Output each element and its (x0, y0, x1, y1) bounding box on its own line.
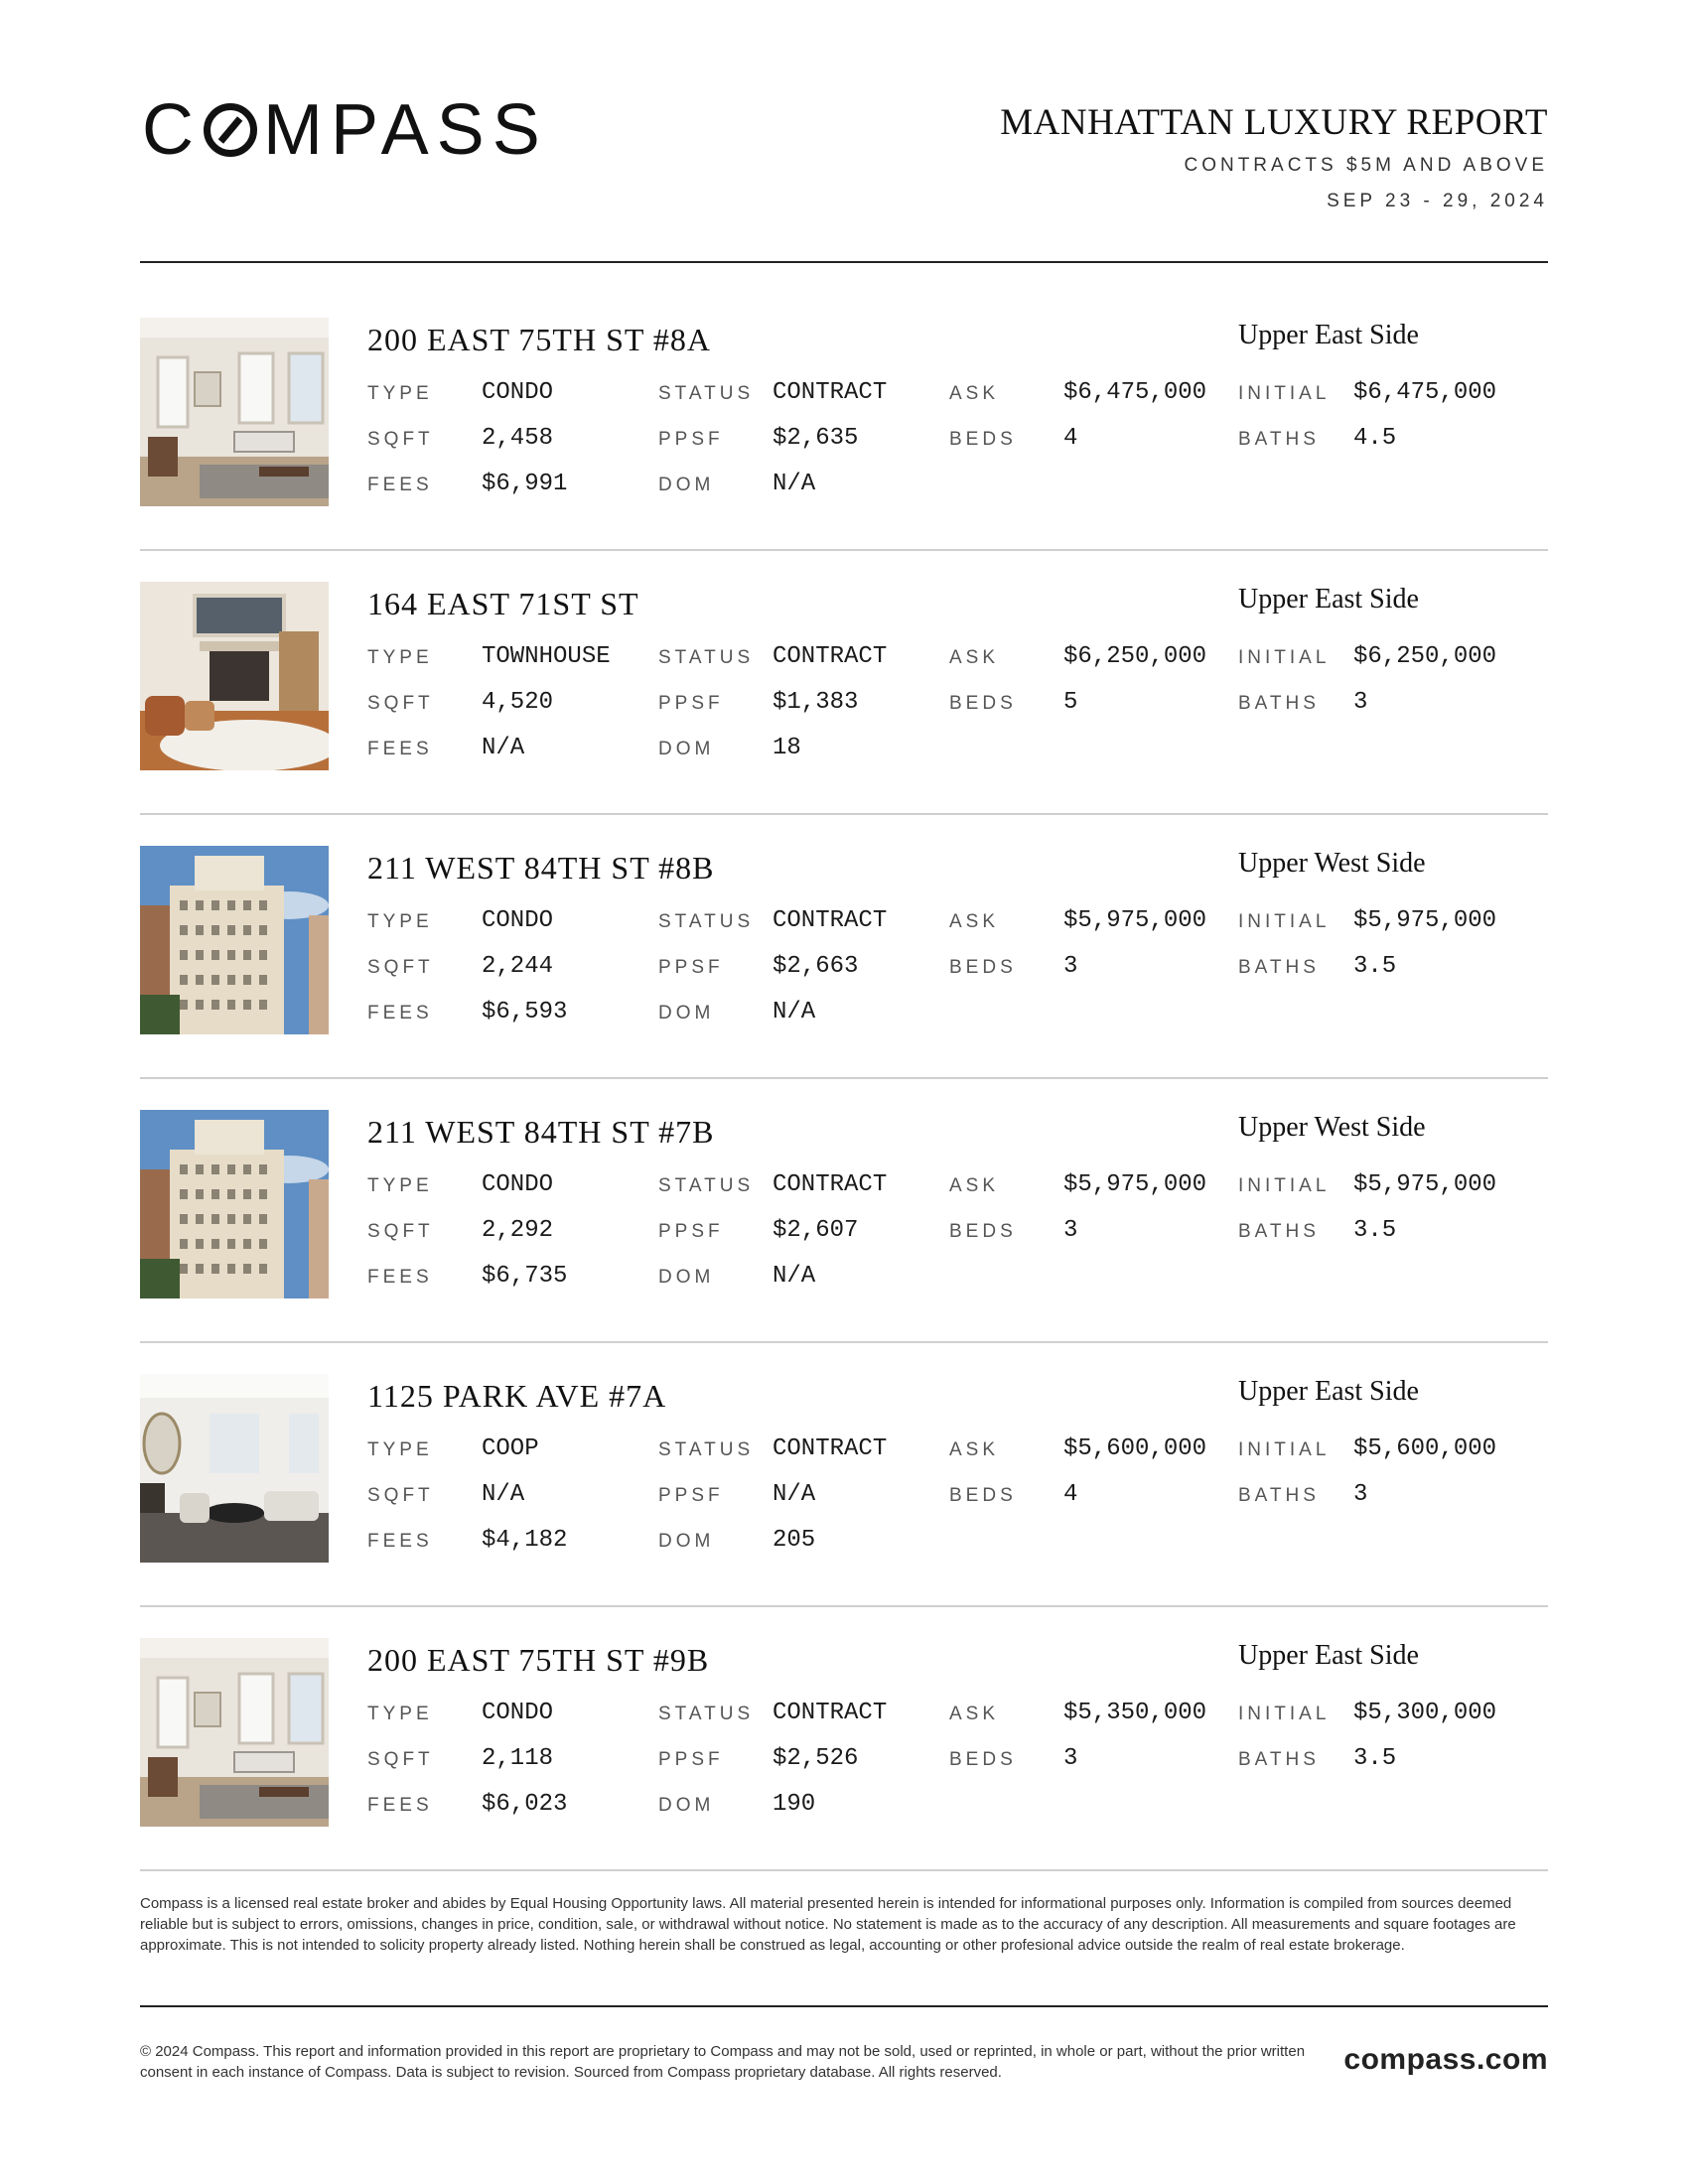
type-label: TYPE (367, 911, 433, 932)
initial-value: $5,975,000 (1353, 907, 1497, 934)
baths-label: BATHS (1238, 429, 1320, 450)
baths-label: BATHS (1238, 957, 1320, 978)
ppsf-label: PPSF (658, 693, 724, 714)
ask-label: ASK (949, 1704, 1000, 1724)
ask-label: ASK (949, 1439, 1000, 1460)
footer-divider (140, 2005, 1548, 2007)
baths-value: 3 (1353, 689, 1368, 716)
sqft-value: 2,292 (482, 1217, 554, 1244)
type-label: TYPE (367, 1704, 433, 1724)
listing-row[interactable] (140, 318, 1548, 581)
property-photo[interactable] (140, 1374, 329, 1563)
disclaimer: Compass is a licensed real estate broker and abides by Equal Housing Opportunity laws. All material presented herein is intended for informational purposes only. Information is compiled from sources deemed reliable but is subject to errors, omissions, changes in price, condition, sale, or withdrawal without notice. No statement is made as to the accuracy of any description. All measurements and square footages are approximate. This is not intended to solicity property already listed. Nothing herein shall be construed as legal, accounting or other profesional advice outside the realm of real estate brokerage. (140, 1895, 1516, 1954)
report-title: MANHATTAN LUXURY REPORT (1000, 102, 1548, 143)
property-photo[interactable] (140, 1638, 329, 1827)
listing-row[interactable] (140, 846, 1548, 1109)
sqft-value: N/A (482, 1481, 525, 1508)
neighborhood: Upper West Side (1238, 848, 1426, 879)
sqft-label: SQFT (367, 1221, 434, 1242)
sqft-label: SQFT (367, 957, 434, 978)
sqft-label: SQFT (367, 693, 434, 714)
type-label: TYPE (367, 647, 433, 668)
sqft-value: 2,244 (482, 953, 554, 980)
property-photo[interactable] (140, 846, 329, 1034)
status-value: CONTRACT (773, 1171, 888, 1198)
property-photo[interactable] (140, 318, 329, 506)
fees-label: FEES (367, 1003, 433, 1024)
fees-label: FEES (367, 1267, 433, 1288)
ask-value: $5,350,000 (1063, 1700, 1207, 1726)
initial-value: $5,300,000 (1353, 1700, 1497, 1726)
ppsf-value: $2,526 (773, 1745, 859, 1772)
type-value: CONDO (482, 379, 554, 406)
ppsf-label: PPSF (658, 429, 724, 450)
type-value: CONDO (482, 1171, 554, 1198)
type-value: TOWNHOUSE (482, 643, 611, 670)
beds-value: 3 (1063, 1217, 1078, 1244)
fees-value: $6,593 (482, 999, 568, 1025)
beds-label: BEDS (949, 693, 1017, 714)
status-label: STATUS (658, 1439, 755, 1460)
report-subtitle: CONTRACTS $5M AND ABOVE (1184, 155, 1548, 176)
dom-value: N/A (773, 471, 816, 497)
baths-value: 3.5 (1353, 1745, 1397, 1772)
ppsf-label: PPSF (658, 1485, 724, 1506)
beds-value: 4 (1063, 425, 1078, 452)
initial-value: $6,475,000 (1353, 379, 1497, 406)
compass-logo: C MPASS (142, 90, 548, 170)
baths-label: BATHS (1238, 1485, 1320, 1506)
status-label: STATUS (658, 647, 755, 668)
baths-value: 3 (1353, 1481, 1368, 1508)
dom-value: 18 (773, 735, 801, 761)
status-value: CONTRACT (773, 379, 888, 406)
ask-value: $6,475,000 (1063, 379, 1207, 406)
ask-label: ASK (949, 911, 1000, 932)
baths-label: BATHS (1238, 1221, 1320, 1242)
ask-label: ASK (949, 1175, 1000, 1196)
neighborhood: Upper East Side (1238, 1376, 1419, 1407)
beds-value: 3 (1063, 953, 1078, 980)
beds-label: BEDS (949, 1749, 1017, 1770)
copyright-notice: © 2024 Compass. This report and information provided in this report are proprietary to Compass and may not be sold, used or reprinted, in whole or part, without the prior written consent in each instance of Compass. Data is subject to revision. Sourced from Compass proprietary database. All rights reserved. (140, 2043, 1306, 2081)
type-value: CONDO (482, 1700, 554, 1726)
ask-value: $5,600,000 (1063, 1435, 1207, 1462)
header-divider (140, 261, 1548, 263)
fees-value: $4,182 (482, 1527, 568, 1554)
row-divider (140, 813, 1548, 815)
type-label: TYPE (367, 1439, 433, 1460)
beds-label: BEDS (949, 429, 1017, 450)
listing-row[interactable] (140, 1110, 1548, 1373)
baths-value: 3.5 (1353, 1217, 1397, 1244)
ppsf-value: N/A (773, 1481, 816, 1508)
ask-label: ASK (949, 647, 1000, 668)
ppsf-label: PPSF (658, 1749, 724, 1770)
ppsf-label: PPSF (658, 1221, 724, 1242)
beds-value: 5 (1063, 689, 1078, 716)
row-divider (140, 549, 1548, 551)
fees-value: $6,991 (482, 471, 568, 497)
fees-value: $6,735 (482, 1263, 568, 1290)
listing-row[interactable] (140, 582, 1548, 845)
beds-label: BEDS (949, 1221, 1017, 1242)
sqft-label: SQFT (367, 1485, 434, 1506)
dom-label: DOM (658, 1003, 715, 1024)
status-label: STATUS (658, 911, 755, 932)
type-label: TYPE (367, 1175, 433, 1196)
initial-label: INITIAL (1238, 647, 1331, 668)
initial-value: $5,600,000 (1353, 1435, 1497, 1462)
ppsf-value: $2,663 (773, 953, 859, 980)
ask-value: $6,250,000 (1063, 643, 1207, 670)
baths-value: 4.5 (1353, 425, 1397, 452)
property-address[interactable]: 200 EAST 75TH ST #9B (367, 1642, 710, 1678)
listing-row[interactable] (140, 1638, 1548, 1901)
website-link[interactable]: compass.com (1343, 2043, 1548, 2076)
sqft-value: 4,520 (482, 689, 554, 716)
initial-label: INITIAL (1238, 911, 1331, 932)
status-value: CONTRACT (773, 1435, 888, 1462)
type-label: TYPE (367, 383, 433, 404)
sqft-value: 2,118 (482, 1745, 554, 1772)
sqft-label: SQFT (367, 1749, 434, 1770)
report-header (140, 90, 1548, 264)
beds-label: BEDS (949, 1485, 1017, 1506)
status-value: CONTRACT (773, 907, 888, 934)
neighborhood: Upper West Side (1238, 1112, 1426, 1143)
fees-value: $6,023 (482, 1791, 568, 1818)
dom-label: DOM (658, 475, 715, 495)
initial-label: INITIAL (1238, 1704, 1331, 1724)
row-divider (140, 1077, 1548, 1079)
dom-label: DOM (658, 1267, 715, 1288)
ask-label: ASK (949, 383, 1000, 404)
ask-value: $5,975,000 (1063, 907, 1207, 934)
neighborhood: Upper East Side (1238, 1640, 1419, 1671)
sqft-value: 2,458 (482, 425, 554, 452)
report-date-range: SEP 23 - 29, 2024 (1327, 191, 1548, 211)
property-photo[interactable] (140, 582, 329, 770)
baths-label: BATHS (1238, 693, 1320, 714)
row-divider (140, 1605, 1548, 1607)
status-label: STATUS (658, 1704, 755, 1724)
beds-value: 3 (1063, 1745, 1078, 1772)
dom-label: DOM (658, 1531, 715, 1552)
dom-value: N/A (773, 1263, 816, 1290)
baths-label: BATHS (1238, 1749, 1320, 1770)
ppsf-value: $1,383 (773, 689, 859, 716)
ppsf-value: $2,635 (773, 425, 859, 452)
type-value: CONDO (482, 907, 554, 934)
row-divider (140, 1341, 1548, 1343)
property-address[interactable]: 200 EAST 75TH ST #8A (367, 322, 711, 357)
fees-value: N/A (482, 735, 525, 761)
sqft-label: SQFT (367, 429, 434, 450)
property-photo[interactable] (140, 1110, 329, 1298)
fees-label: FEES (367, 1795, 433, 1816)
listing-row[interactable] (140, 1374, 1548, 1637)
neighborhood: Upper East Side (1238, 584, 1419, 614)
row-divider (140, 1869, 1548, 1871)
property-address[interactable]: 1125 PARK AVE #7A (367, 1378, 667, 1414)
fees-label: FEES (367, 739, 433, 759)
beds-value: 4 (1063, 1481, 1078, 1508)
dom-value: N/A (773, 999, 816, 1025)
status-value: CONTRACT (773, 643, 888, 670)
property-address[interactable]: 211 WEST 84TH ST #8B (367, 850, 715, 886)
fees-label: FEES (367, 475, 433, 495)
ask-value: $5,975,000 (1063, 1171, 1207, 1198)
initial-value: $5,975,000 (1353, 1171, 1497, 1198)
report-page (140, 0, 1548, 2184)
initial-label: INITIAL (1238, 383, 1331, 404)
type-value: COOP (482, 1435, 539, 1462)
fees-label: FEES (367, 1531, 433, 1552)
dom-value: 190 (773, 1791, 816, 1818)
property-address[interactable]: 164 EAST 71ST ST (367, 586, 639, 621)
initial-label: INITIAL (1238, 1439, 1331, 1460)
initial-label: INITIAL (1238, 1175, 1331, 1196)
ppsf-value: $2,607 (773, 1217, 859, 1244)
baths-value: 3.5 (1353, 953, 1397, 980)
dom-label: DOM (658, 739, 715, 759)
beds-label: BEDS (949, 957, 1017, 978)
status-value: CONTRACT (773, 1700, 888, 1726)
dom-label: DOM (658, 1795, 715, 1816)
neighborhood: Upper East Side (1238, 320, 1419, 350)
initial-value: $6,250,000 (1353, 643, 1497, 670)
status-label: STATUS (658, 1175, 755, 1196)
ppsf-label: PPSF (658, 957, 724, 978)
dom-value: 205 (773, 1527, 816, 1554)
property-address[interactable]: 211 WEST 84TH ST #7B (367, 1114, 715, 1150)
status-label: STATUS (658, 383, 755, 404)
